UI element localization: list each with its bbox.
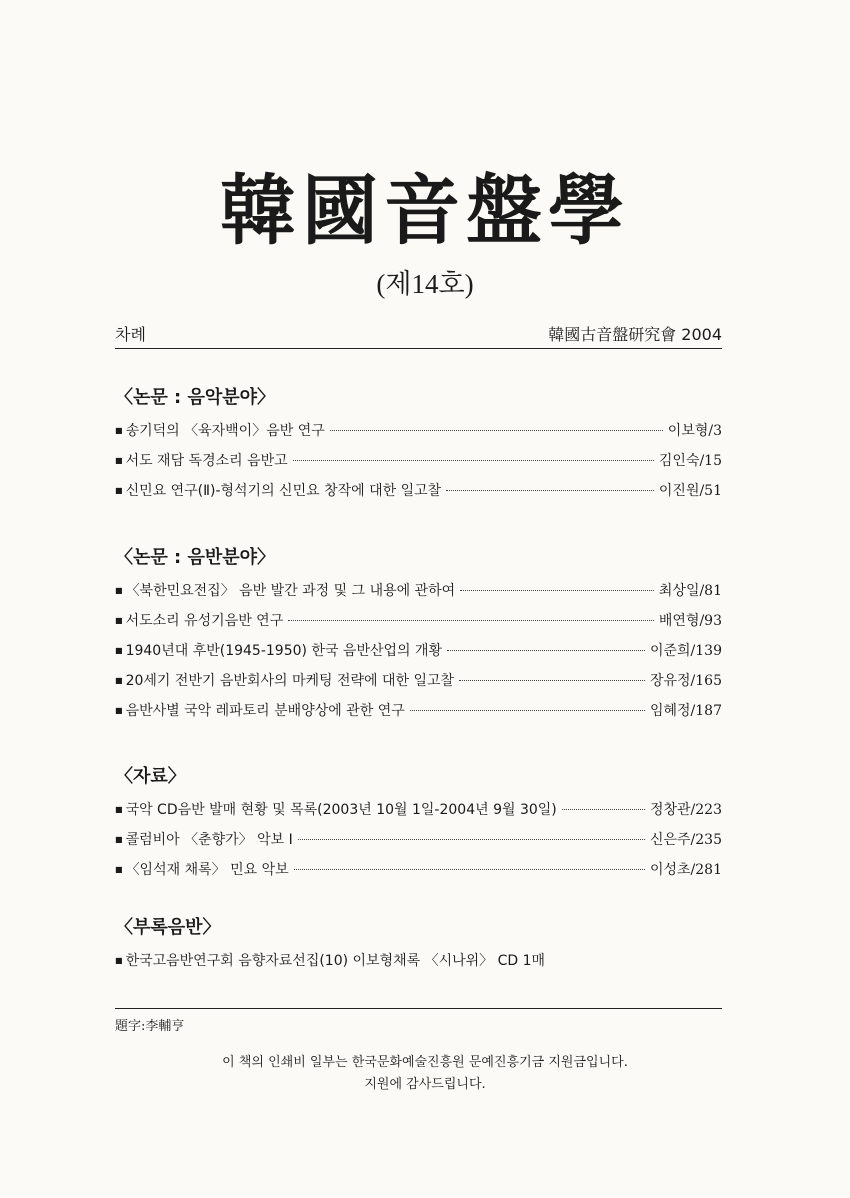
notice-line-1: 이 책의 인쇄비 일부는 한국문화예술진흥원 문예진흥기금 지원금입니다. bbox=[222, 1055, 628, 1070]
bullet-icon: ■ bbox=[115, 486, 123, 495]
entry-title: 신민요 연구(Ⅱ)-형석기의 신민요 창작에 대한 일고찰 bbox=[125, 483, 442, 499]
toc-entry[interactable] bbox=[115, 830, 722, 860]
header-divider bbox=[115, 348, 722, 349]
section-records bbox=[115, 543, 722, 731]
toc-entry[interactable] bbox=[115, 671, 722, 701]
dot-leader bbox=[459, 680, 645, 681]
section-title: 〈부록음반〉 bbox=[115, 917, 221, 938]
footer-divider bbox=[115, 1008, 722, 1009]
entry-author-page: 이성초/281 bbox=[649, 862, 722, 878]
dot-leader bbox=[330, 430, 663, 431]
entry-title: 20세기 전반기 음반회사의 마케팅 전략에 대한 일고찰 bbox=[125, 673, 455, 689]
entry-author-page: 신은주/235 bbox=[649, 832, 722, 848]
toc-entry[interactable] bbox=[115, 421, 722, 451]
entry-title: 서도소리 유성기음반 연구 bbox=[125, 613, 284, 629]
toc-entry[interactable] bbox=[115, 481, 722, 511]
entry-author-page: 배연형/93 bbox=[658, 613, 722, 629]
entry-author-page: 정창관/223 bbox=[649, 802, 722, 818]
section-materials bbox=[115, 762, 722, 890]
bullet-icon: ■ bbox=[115, 805, 123, 814]
toc-header bbox=[115, 322, 722, 345]
publisher-year: 韓國古音盤研究會 2004 bbox=[548, 325, 722, 344]
toc-entry[interactable] bbox=[115, 951, 722, 981]
bullet-icon: ■ bbox=[115, 706, 123, 715]
toc-label: 차례 bbox=[115, 325, 146, 344]
dot-leader bbox=[298, 839, 645, 840]
entry-author-page: 임혜정/187 bbox=[649, 703, 722, 719]
journal-title: 韓國音盤學 bbox=[220, 166, 630, 255]
bullet-icon: ■ bbox=[115, 586, 123, 595]
toc-entry[interactable] bbox=[115, 641, 722, 671]
toc-entry[interactable] bbox=[115, 860, 722, 890]
entry-author-page: 이보형/3 bbox=[667, 423, 722, 439]
entry-title: 음반사별 국악 레파토리 분배양상에 관한 연구 bbox=[125, 703, 405, 719]
entry-author-page: 이준희/139 bbox=[649, 643, 722, 659]
entry-title: 콜럼비아 〈춘향가〉 악보 Ⅰ bbox=[125, 832, 293, 848]
section-title: 〈자료〉 bbox=[115, 766, 186, 787]
dot-leader bbox=[447, 650, 645, 651]
section-title: 〈논문 : 음반분야〉 bbox=[115, 547, 276, 568]
section-title: 〈논문 : 음악분야〉 bbox=[115, 387, 276, 408]
section-music bbox=[115, 383, 722, 511]
entry-title: 한국고음반연구회 음향자료선집(10) 이보형채록 〈시나위〉 CD 1매 bbox=[125, 953, 546, 969]
bullet-icon: ■ bbox=[115, 835, 123, 844]
entry-author-page: 김인숙/15 bbox=[658, 453, 722, 469]
bullet-icon: ■ bbox=[115, 676, 123, 685]
issue-number: (제14호) bbox=[376, 269, 474, 299]
section-appendix-record bbox=[115, 913, 722, 981]
bullet-icon: ■ bbox=[115, 865, 123, 874]
entry-title: 송기덕의 〈육자백이〉음반 연구 bbox=[125, 423, 325, 439]
toc-entry[interactable] bbox=[115, 581, 722, 611]
entry-author-page: 이진원/51 bbox=[658, 483, 722, 499]
dot-leader bbox=[288, 620, 654, 621]
entry-title: 국악 CD음반 발매 현황 및 목록(2003년 10월 1일-2004년 9월 30일) bbox=[125, 802, 557, 818]
entry-title: 서도 재담 독경소리 음반고 bbox=[125, 453, 288, 469]
bullet-icon: ■ bbox=[115, 956, 123, 965]
dot-leader bbox=[446, 490, 654, 491]
bullet-icon: ■ bbox=[115, 426, 123, 435]
dot-leader bbox=[294, 869, 645, 870]
notice-line-2: 지원에 감사드립니다. bbox=[364, 1077, 486, 1092]
dot-leader bbox=[460, 590, 654, 591]
toc-entry[interactable] bbox=[115, 701, 722, 731]
entry-title: 〈임석재 채록〉 민요 악보 bbox=[125, 862, 289, 878]
dot-leader bbox=[410, 710, 645, 711]
bullet-icon: ■ bbox=[115, 456, 123, 465]
entry-title: 1940년대 후반(1945-1950) 한국 음반산업의 개황 bbox=[125, 643, 443, 659]
toc-entry[interactable] bbox=[115, 451, 722, 481]
bullet-icon: ■ bbox=[115, 616, 123, 625]
calligraphy-credit: 題字:李輔亨 bbox=[115, 1019, 185, 1034]
entry-author-page: 장유정/165 bbox=[649, 673, 722, 689]
entry-title: 〈북한민요전집〉 음반 발간 과정 및 그 내용에 관하여 bbox=[125, 583, 456, 599]
entry-author-page: 최상일/81 bbox=[658, 583, 722, 599]
dot-leader bbox=[562, 809, 645, 810]
dot-leader bbox=[293, 460, 654, 461]
toc-entry[interactable] bbox=[115, 611, 722, 641]
toc-entry[interactable] bbox=[115, 800, 722, 830]
bullet-icon: ■ bbox=[115, 646, 123, 655]
funding-notice bbox=[0, 1052, 850, 1096]
